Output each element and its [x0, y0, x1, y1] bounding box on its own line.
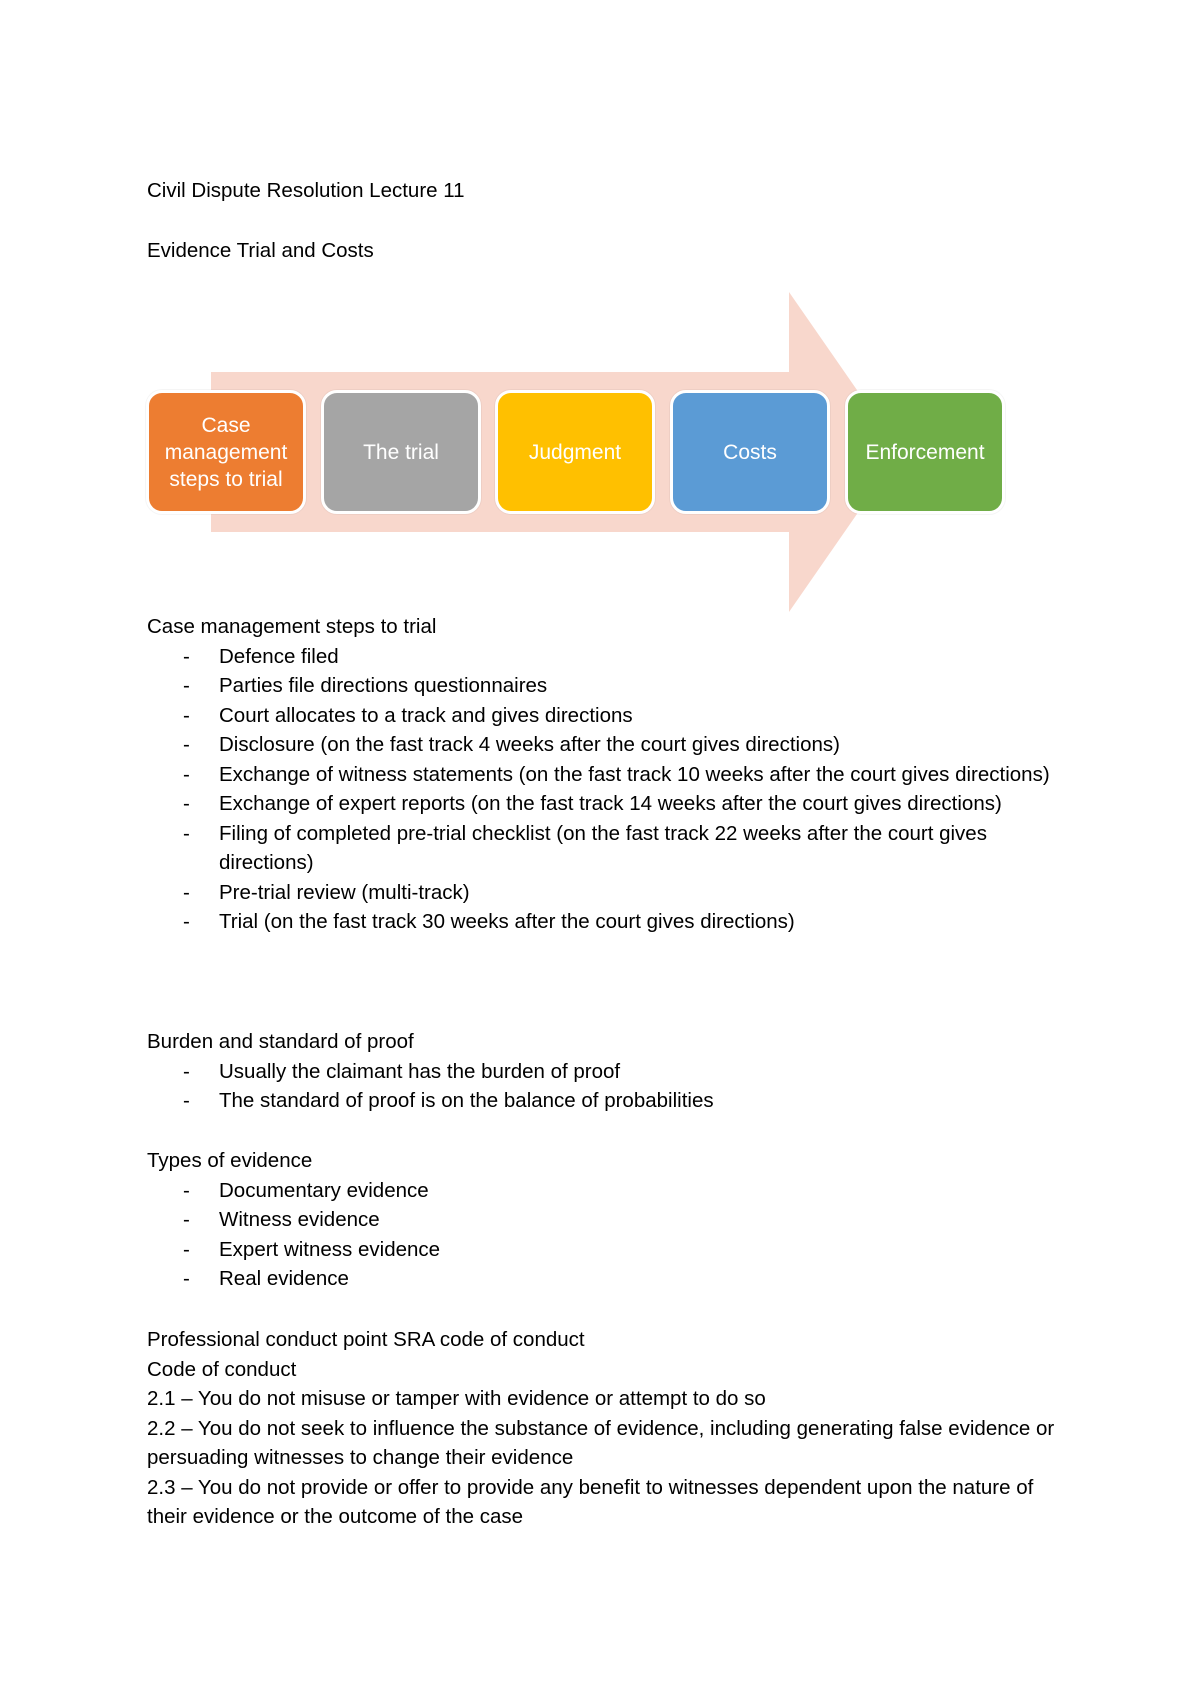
process-diagram: [0, 0, 1200, 640]
list-item: [147, 642, 1077, 672]
dash-bullet: -: [183, 910, 190, 933]
step-judgment: [495, 390, 655, 514]
dash-bullet: -: [183, 674, 190, 697]
case-management-list: [147, 642, 1077, 937]
list-item: [147, 1057, 1077, 1087]
section-heading: Burden and standard of proof: [147, 1030, 414, 1053]
dash-bullet: -: [183, 880, 190, 904]
list-item: [147, 789, 1077, 819]
dash-bullet: -: [183, 733, 190, 756]
list-item: [147, 1264, 1077, 1294]
dash-bullet: -: [183, 762, 190, 786]
document-subtitle: Evidence Trial and Costs: [147, 239, 374, 262]
list-item: [147, 1235, 1077, 1265]
dash-bullet: -: [183, 1208, 190, 1231]
burden-list: [147, 1057, 1077, 1116]
list-item-text: Pre-trial review (multi-track): [219, 880, 470, 904]
list-item-text: Exchange of expert reports (on the fast track 14 weeks after the court gives directions): [219, 792, 1002, 815]
list-item-text: The standard of proof is on the balance of probabilities: [219, 1089, 714, 1112]
dash-bullet: -: [183, 644, 190, 668]
section-heading: Case management steps to trial: [147, 615, 437, 638]
dash-bullet: -: [183, 1089, 190, 1112]
list-item: [147, 730, 1077, 760]
list-item: [147, 1205, 1077, 1235]
burden-section: [147, 1027, 1077, 1116]
list-item-text: Filing of completed pre-trial checklist (on the fast track 22 weeks after the court gives directions): [219, 821, 987, 874]
list-item: [147, 878, 1077, 908]
step-case-management: [146, 390, 306, 514]
section-heading: Types of evidence: [147, 1149, 313, 1172]
dash-bullet: -: [183, 792, 190, 815]
section-heading: Professional conduct point SRA code of conduct: [147, 1328, 585, 1351]
dash-bullet: -: [183, 1178, 190, 1202]
evidence-types-section: [147, 1146, 1077, 1294]
list-item: [147, 907, 1077, 937]
list-item-text: Real evidence: [219, 1267, 349, 1290]
step-label: Costs: [723, 440, 777, 464]
step-label: The trial: [363, 440, 439, 464]
step-costs: [670, 390, 830, 514]
list-item-text: Parties file directions questionnaires: [219, 674, 548, 697]
process-arrow: [0, 0, 1200, 640]
dash-bullet: -: [183, 821, 190, 845]
dash-bullet: -: [183, 1267, 190, 1290]
list-item-text: Trial (on the fast track 30 weeks after the court gives directions): [219, 910, 795, 933]
dash-bullet: -: [183, 1059, 190, 1083]
list-item-text: Exchange of witness statements (on the fast track 10 weeks after the court gives directions): [219, 762, 1050, 786]
list-item-text: Court allocates to a track and gives directions: [219, 703, 633, 727]
step-label: Enforcement: [865, 440, 985, 464]
evidence-types-list: [147, 1176, 1077, 1294]
list-item: [147, 819, 1077, 878]
conduct-rule-2-3: 2.3 – You do not provide or offer to provide any benefit to witnesses dependent upon the nature of their evidence or the outcome of the case: [147, 1475, 1034, 1528]
step-enforcement: [845, 390, 1005, 514]
document-title: Civil Dispute Resolution Lecture 11: [147, 179, 465, 202]
dash-bullet: -: [183, 703, 190, 727]
conduct-rule-2-2: 2.2 – You do not seek to influence the substance of evidence, including generating false evidence or persuading witnesses to change their evidence: [147, 1416, 1055, 1469]
list-item: [147, 1176, 1077, 1206]
step-the-trial: [321, 390, 481, 514]
list-item-text: Expert witness evidence: [219, 1237, 441, 1261]
conduct-subheading: Code of conduct: [147, 1357, 297, 1381]
conduct-rule-2-1: 2.1 – You do not misuse or tamper with evidence or attempt to do so: [147, 1387, 766, 1410]
list-item: [147, 1086, 1077, 1116]
conduct-section: [147, 1325, 1077, 1532]
step-label: Case management steps to trial: [164, 413, 288, 491]
list-item: [147, 671, 1077, 701]
list-item-text: Disclosure (on the fast track 4 weeks after the court gives directions): [219, 733, 840, 756]
step-label: Judgment: [528, 440, 622, 464]
list-item-text: Defence filed: [219, 644, 339, 668]
list-item-text: Usually the claimant has the burden of proof: [219, 1059, 621, 1083]
list-item: [147, 701, 1077, 731]
list-item-text: Documentary evidence: [219, 1178, 429, 1202]
dash-bullet: -: [183, 1237, 190, 1261]
case-management-section: [147, 612, 1077, 937]
list-item: [147, 760, 1077, 790]
list-item-text: Witness evidence: [219, 1208, 380, 1231]
